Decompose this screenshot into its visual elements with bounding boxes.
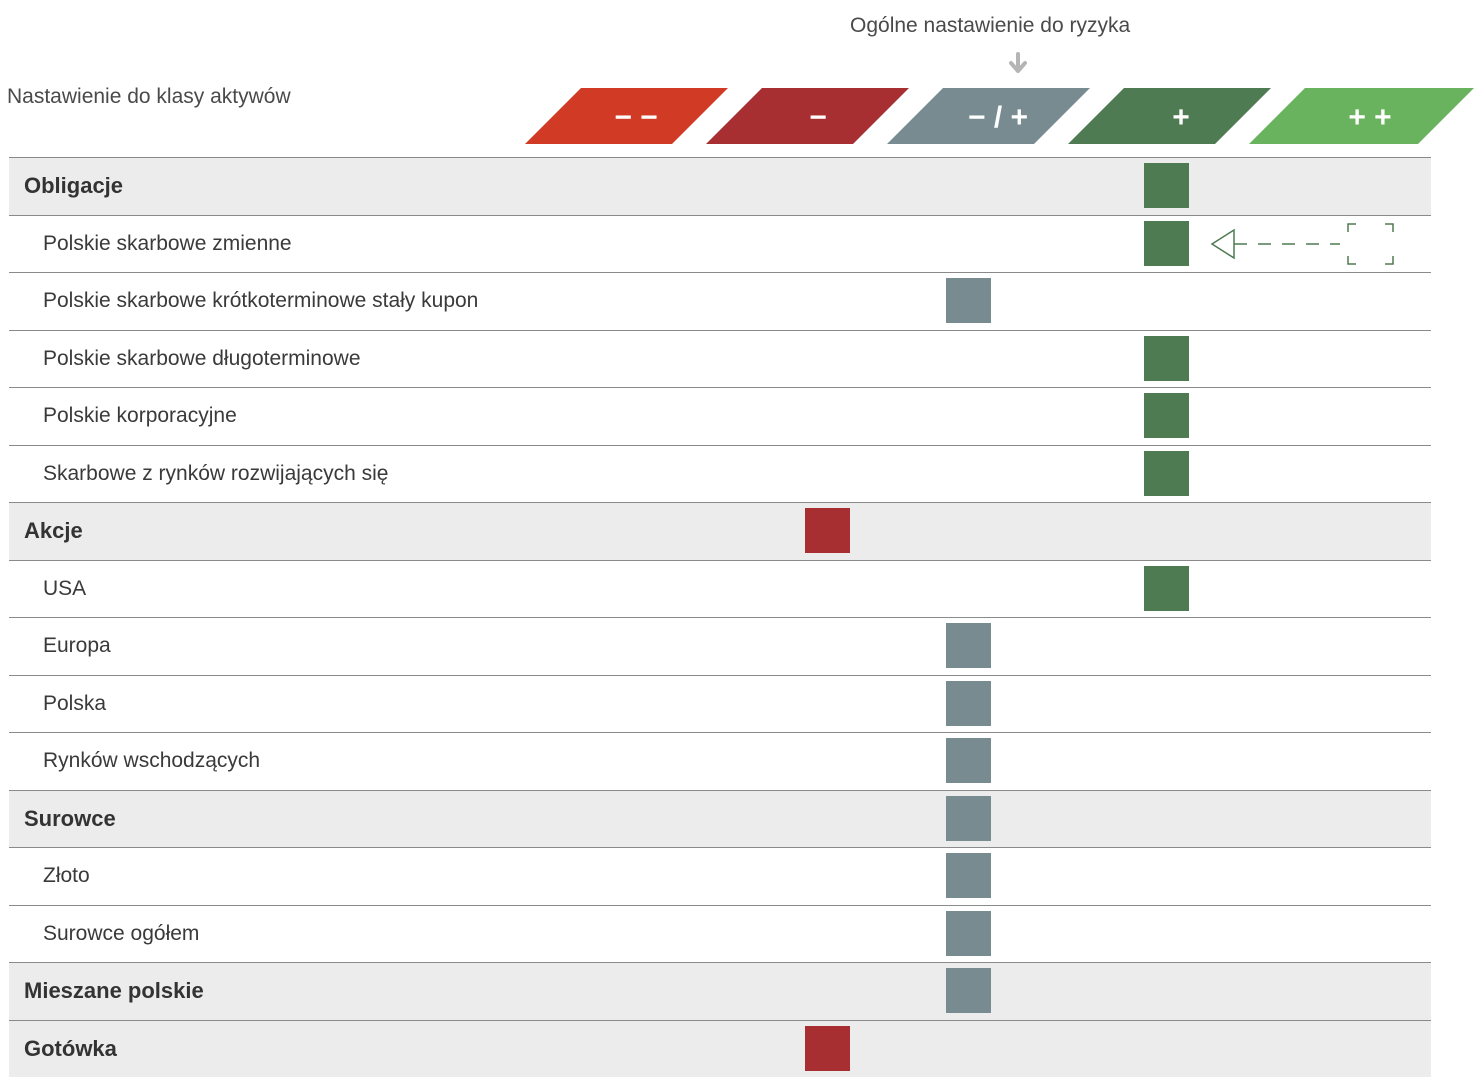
subcategory-row (9, 675, 1431, 733)
row-label: Obligacje (24, 173, 123, 199)
row-label: Skarbowe z rynków rozwijających się (43, 462, 388, 486)
rating-marker (1144, 451, 1189, 496)
allocation-table (9, 157, 1431, 1077)
subcategory-row (9, 617, 1431, 675)
scale-chip-2 (706, 88, 909, 144)
row-label: Europa (43, 634, 111, 658)
rating-marker (805, 1026, 850, 1071)
rating-scale (0, 0, 1475, 160)
row-label: Gotówka (24, 1036, 117, 1062)
rating-marker (946, 853, 991, 898)
subcategory-row (9, 905, 1431, 963)
category-row (9, 790, 1431, 848)
row-label: Polskie skarbowe krótkoterminowe stały kupon (43, 289, 478, 313)
subcategory-row (9, 215, 1431, 273)
rating-marker (946, 623, 991, 668)
row-label: Złoto (43, 864, 90, 888)
rating-marker (1144, 393, 1189, 438)
rating-marker (946, 681, 991, 726)
scale-chip-label: − (809, 101, 827, 134)
subcategory-row (9, 847, 1431, 905)
row-label: Polska (43, 692, 106, 716)
subcategory-row (9, 330, 1431, 388)
rating-marker (1144, 336, 1189, 381)
scale-chip-label: + + (1348, 101, 1391, 134)
row-label: Polskie skarbowe długoterminowe (43, 347, 361, 371)
row-label: USA (43, 577, 86, 601)
scale-chip-label: − / + (968, 101, 1028, 134)
asset-class-label: Nastawienie do klasy aktywów (7, 85, 291, 109)
row-label: Polskie skarbowe zmienne (43, 232, 292, 256)
row-label: Surowce ogółem (43, 922, 199, 946)
subcategory-row (9, 445, 1431, 503)
scale-chip-4 (1068, 88, 1271, 144)
rating-marker (1144, 221, 1189, 266)
subcategory-row (9, 272, 1431, 330)
category-row (9, 1020, 1431, 1077)
category-row (9, 962, 1431, 1020)
row-label: Polskie korporacyjne (43, 404, 237, 428)
subcategory-row (9, 387, 1431, 445)
rating-marker (946, 968, 991, 1013)
overall-risk-label: Ogólne nastawienie do ryzyka (850, 14, 1130, 38)
row-label: Akcje (24, 518, 83, 544)
category-row (9, 157, 1431, 215)
scale-chip-3 (887, 88, 1090, 144)
arrow-down-icon (1006, 52, 1030, 78)
rating-marker (946, 796, 991, 841)
rating-marker (805, 508, 850, 553)
rating-marker (946, 738, 991, 783)
scale-chip-label: − − (614, 101, 657, 134)
row-label: Mieszane polskie (24, 978, 204, 1004)
row-label: Rynków wschodzących (43, 749, 260, 773)
scale-chip-label: + (1172, 101, 1190, 134)
category-row (9, 502, 1431, 560)
row-label: Surowce (24, 806, 116, 832)
subcategory-row (9, 560, 1431, 618)
scale-chip-5 (1249, 88, 1474, 144)
rating-marker (946, 911, 991, 956)
rating-marker (1144, 566, 1189, 611)
subcategory-row (9, 732, 1431, 790)
rating-marker (1144, 163, 1189, 208)
rating-change-arrow-icon (1198, 220, 1398, 270)
scale-chip-1 (525, 88, 728, 144)
rating-marker (946, 278, 991, 323)
